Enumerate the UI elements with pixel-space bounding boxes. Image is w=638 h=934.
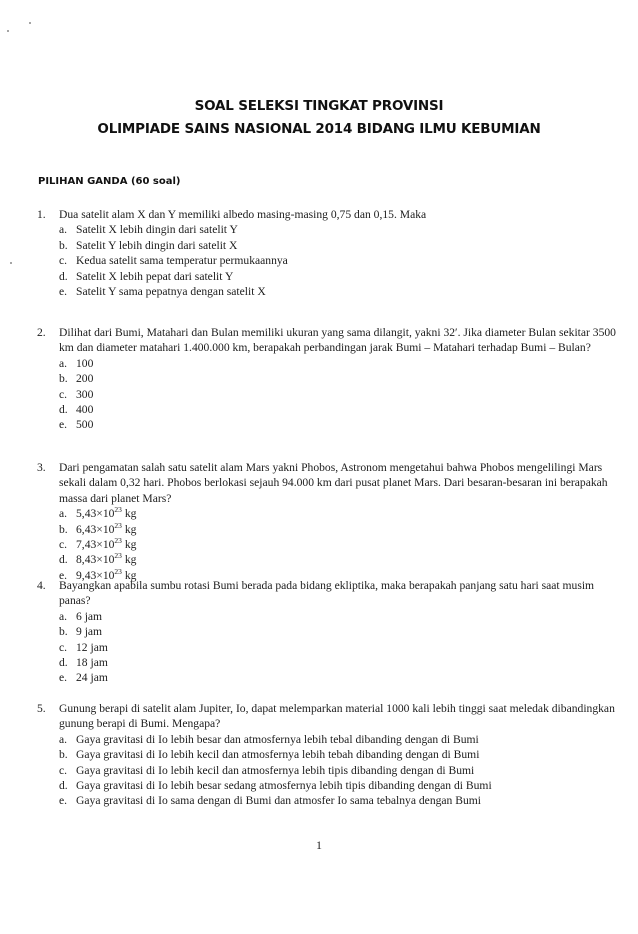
option bbox=[59, 522, 623, 537]
unit: kg bbox=[121, 538, 137, 552]
mantissa: 9,43×10 bbox=[76, 568, 115, 582]
exponent: 23 bbox=[114, 520, 122, 530]
option-text: 24 jam bbox=[76, 671, 108, 685]
option-text: Gaya gravitasi di Io lebih besar sedang atmosfernya lebih tipis dibanding dengan di Bumi bbox=[76, 779, 492, 793]
exponent: 23 bbox=[114, 536, 122, 546]
option-letter: d. bbox=[59, 779, 68, 793]
unit: kg bbox=[121, 568, 137, 582]
scan-speck bbox=[7, 30, 9, 32]
option-text: 100 bbox=[76, 356, 94, 370]
question-stem: Gunung berapi di satelit alam Jupiter, Io, dapat melemparkan material 1000 kali lebih tinggi saat meledak dibandingkan gunung berapi di Bumi. Mengapa? bbox=[59, 702, 615, 731]
option bbox=[59, 537, 623, 552]
option bbox=[59, 269, 623, 284]
option-text: Satelit X lebih dingin dari satelit Y bbox=[76, 223, 238, 237]
option-text: Satelit Y sama pepatnya dengan satelit X bbox=[76, 285, 266, 299]
document-subtitle: OLIMPIADE SAINS NASIONAL 2014 BIDANG ILMU KEBUMIAN bbox=[97, 121, 541, 137]
option bbox=[59, 763, 623, 778]
option-list bbox=[59, 609, 623, 686]
option-letter: a. bbox=[59, 223, 68, 237]
scan-speck bbox=[10, 262, 12, 264]
mantissa: 8,43×10 bbox=[76, 553, 115, 567]
option-letter: c. bbox=[59, 640, 68, 654]
option bbox=[59, 747, 623, 762]
option bbox=[59, 778, 623, 793]
option-letter: a. bbox=[59, 507, 68, 521]
option-text: Gaya gravitasi di Io sama dengan di Bumi dan atmosfer Io sama tebalnya dengan Bumi bbox=[76, 794, 482, 808]
option-text: Gaya gravitasi di Io lebih kecil dan atmosfernya lebih tipis dibanding dengan di Bumi bbox=[76, 763, 475, 777]
document-title: SOAL SELEKSI TINGKAT PROVINSI bbox=[194, 98, 444, 114]
option bbox=[59, 552, 623, 567]
option bbox=[59, 387, 623, 402]
option-text: Gaya gravitasi di Io lebih kecil dan atmosfernya lebih tebah dibanding dengan di Bumi bbox=[76, 748, 480, 762]
option-text: Gaya gravitasi di Io lebih besar dan atmosfernya lebih tebal dibanding dengan di Bumi bbox=[76, 732, 479, 746]
option-letter: a. bbox=[59, 732, 68, 746]
question-3 bbox=[37, 460, 623, 583]
option bbox=[59, 670, 623, 685]
question-number: 5. bbox=[37, 702, 46, 715]
option-text: 12 jam bbox=[76, 640, 108, 654]
question-number: 2. bbox=[37, 326, 46, 339]
option-letter: b. bbox=[59, 372, 68, 386]
option bbox=[59, 624, 623, 639]
question-stem: Dilihat dari Bumi, Matahari dan Bulan memiliki ukuran yang sama dilangit, yakni 32′. Jika diameter Bulan sekitar 3500 km dan diameter matahari 1.400.000 km, berapakah perbandingan jarak Bumi – Matahari terhadap Bumi – Bulan? bbox=[59, 326, 616, 355]
option-letter: b. bbox=[59, 748, 68, 762]
question-4 bbox=[37, 578, 623, 686]
option-letter: e. bbox=[59, 418, 68, 432]
option-text: Kedua satelit sama temperatur permukaannya bbox=[76, 254, 288, 268]
unit: kg bbox=[121, 507, 137, 521]
option-text bbox=[76, 522, 136, 537]
option-letter: c. bbox=[59, 387, 68, 401]
unit: kg bbox=[121, 553, 137, 567]
option-text bbox=[76, 506, 136, 521]
question-stem: Bayangkan apabila sumbu rotasi Bumi berada pada bidang ekliptika, maka berapakah panjang satu hari saat musim panas? bbox=[59, 579, 595, 608]
option-text: 18 jam bbox=[76, 656, 108, 670]
option bbox=[59, 793, 623, 808]
option-letter: c. bbox=[59, 538, 68, 552]
exponent: 23 bbox=[114, 566, 122, 576]
question-number: 1. bbox=[37, 208, 46, 221]
section-heading: PILIHAN GANDA (60 soal) bbox=[38, 176, 181, 187]
option bbox=[59, 222, 623, 237]
question-stem: Dari pengamatan salah satu satelit alam Mars yakni Phobos, Astronom mengetahui bahwa Phobos mengelilingi Mars sekali dalam 0,32 hari. Phobos berlokasi sejauh 94.000 km dari pusat planet Mars. Dari besaran-besaran ini berapakah massa dari planet Mars? bbox=[59, 461, 608, 505]
option-text: 200 bbox=[76, 372, 94, 386]
option bbox=[59, 640, 623, 655]
option bbox=[59, 371, 623, 386]
option-letter: c. bbox=[59, 763, 68, 777]
option bbox=[59, 417, 623, 432]
option-letter: c. bbox=[59, 254, 68, 268]
option-letter: b. bbox=[59, 625, 68, 639]
option-letter: d. bbox=[59, 269, 68, 283]
option-letter: b. bbox=[59, 522, 68, 536]
question-5 bbox=[37, 701, 623, 809]
option-text: 400 bbox=[76, 403, 94, 417]
option-letter: e. bbox=[59, 794, 68, 808]
option-text: 500 bbox=[76, 418, 94, 432]
option-letter: b. bbox=[59, 238, 68, 252]
option-letter: a. bbox=[59, 609, 68, 623]
mantissa: 5,43×10 bbox=[76, 507, 115, 521]
unit: kg bbox=[121, 522, 137, 536]
option-letter: d. bbox=[59, 656, 68, 670]
exponent: 23 bbox=[114, 505, 122, 515]
option bbox=[59, 238, 623, 253]
option-text bbox=[76, 537, 136, 552]
question-number: 4. bbox=[37, 579, 46, 592]
option-text bbox=[76, 552, 136, 567]
page-number: 1 bbox=[316, 838, 322, 852]
question-1 bbox=[37, 207, 623, 299]
scan-speck bbox=[29, 22, 31, 24]
option-letter: e. bbox=[59, 285, 68, 299]
option-text: Satelit X lebih pepat dari satelit Y bbox=[76, 269, 234, 283]
question-2 bbox=[37, 325, 623, 433]
option-letter: d. bbox=[59, 553, 68, 567]
option-text: Satelit Y lebih dingin dari satelit X bbox=[76, 238, 238, 252]
option bbox=[59, 732, 623, 747]
option-list bbox=[59, 506, 623, 583]
option bbox=[59, 655, 623, 670]
option-letter: e. bbox=[59, 671, 68, 685]
question-stem: Dua satelit alam X dan Y memiliki albedo masing-masing 0,75 dan 0,15. Maka bbox=[59, 208, 427, 221]
option bbox=[59, 356, 623, 371]
question-number: 3. bbox=[37, 461, 46, 474]
option bbox=[59, 253, 623, 268]
option bbox=[59, 402, 623, 417]
option bbox=[59, 609, 623, 624]
mantissa: 7,43×10 bbox=[76, 538, 115, 552]
option-text: 300 bbox=[76, 387, 94, 401]
option-list bbox=[59, 732, 623, 809]
option bbox=[59, 506, 623, 521]
option bbox=[59, 284, 623, 299]
option-letter: e. bbox=[59, 568, 68, 582]
option-list bbox=[59, 356, 623, 433]
option-text: 9 jam bbox=[76, 625, 103, 639]
exponent: 23 bbox=[114, 551, 122, 561]
option-letter: a. bbox=[59, 356, 68, 370]
option-list bbox=[59, 222, 623, 299]
option-text: 6 jam bbox=[76, 609, 103, 623]
mantissa: 6,43×10 bbox=[76, 522, 115, 536]
option-letter: d. bbox=[59, 403, 68, 417]
